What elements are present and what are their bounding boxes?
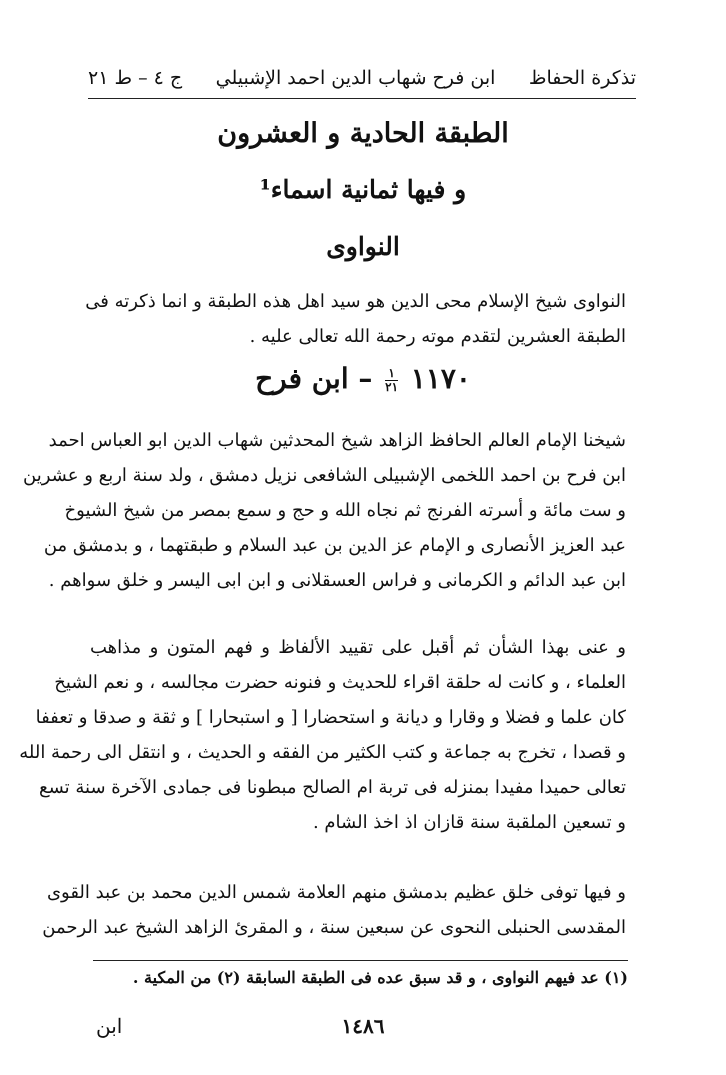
scholarship-paragraph [19,630,626,840]
text-line: عبد العزيز الأنصارى و الإمام عز الدين بن عبد السلام و طبقتهما ، و بدمشق من [43,535,626,556]
text-line: و تسعين الملقبة سنة قازان اذ اخذ الشام . [312,812,626,833]
entry-number: ١١٧٠ [410,362,471,395]
intro-paragraph [85,284,626,354]
text-line: الطبقة العشرين لتقدم موته رحمة الله تعالى عليه . [249,326,626,347]
fraction-top: ١ [385,367,398,381]
text-line: العلماء ، و كانت له حلقة اقراء للحديث و فنونه حضرت مجالسه ، و نعم الشيخ [54,672,626,693]
text-line: ابن فرح بن احمد اللخمى الإشبيلى الشافعى نزيل دمشق ، ولد سنة اربع و عشرين [23,465,626,486]
text-line: شيخنا الإمام العالم الحافظ الزاهد شيخ المحدثين شهاب الدين ابو العباس احمد [48,430,626,451]
text-line: و قصدا ، تخرج به جماعة و كتب الكثير من الفقه و الحديث ، و انتقل الى رحمة الله [19,742,626,763]
deaths-paragraph [42,875,626,945]
entry-heading [0,362,726,395]
text-line: و فيها توفى خلق عظيم بدمشق منهم العلامة شمس الدين محمد بن عبد القوى [46,882,626,903]
names-count-heading: و فيها ثمانية اسماء¹ [259,175,467,204]
text-line: المقدسى الحنبلى النحوى عن سبعين سنة ، و المقرئ الزاهد الشيخ عبد الرحمن [42,917,626,938]
text-line: و ست مائة و أسرته الفرنج ثم نجاه الله و حج و سمع بمصر من شيخ الشيوخ [64,500,626,521]
entry-name: – ابن فرح [255,362,373,395]
header-running-title: ابن فرح شهاب الدين احمد الإشبيلي [215,67,496,89]
biography-paragraph [23,423,626,598]
page-number: ١٤٨٦ [341,1014,385,1038]
text-line: و عنى بهذا الشأن ثم أقبل على تقييد الألفاظ و فهم المتون و مذاهب [90,637,626,658]
text-line: كان علما و فضلا و وقارا و ديانة و استحضارا [ و استبحارا ] و ثقة و صدقا و تعففا [35,707,626,728]
footnote: (١) عد فيهم النواوى ، و قد سبق عده فى الطبقة السابقة (٢) من المكية . [132,968,628,987]
catchword: ابن [96,1014,123,1038]
header-volume-tabaqa: ج ٤ – ط ٢١ [88,67,183,89]
text-line: تعالى حميدا مفيدا بمنزله فى تربة ام الصالح مبطونا فى جمادى الآخرة سنة تسع [39,777,626,798]
fraction-bottom: ٢١ [385,380,399,394]
name-heading: النواوى [326,232,400,261]
entry-fraction [385,367,398,394]
text-line: النواوى شيخ الإسلام محى الدين هو سيد اهل هذه الطبقة و انما ذكرته فى [85,291,626,312]
footnote-divider [93,960,628,961]
text-line: ابن عبد الدائم و الكرمانى و فراس العسقلانى و ابن ابى اليسر و خلق سواهم . [48,570,626,591]
running-header [88,58,636,99]
header-book-title: تذكرة الحفاظ [528,67,636,89]
tabaqa-heading: الطبقة الحادية و العشرون [217,118,509,149]
